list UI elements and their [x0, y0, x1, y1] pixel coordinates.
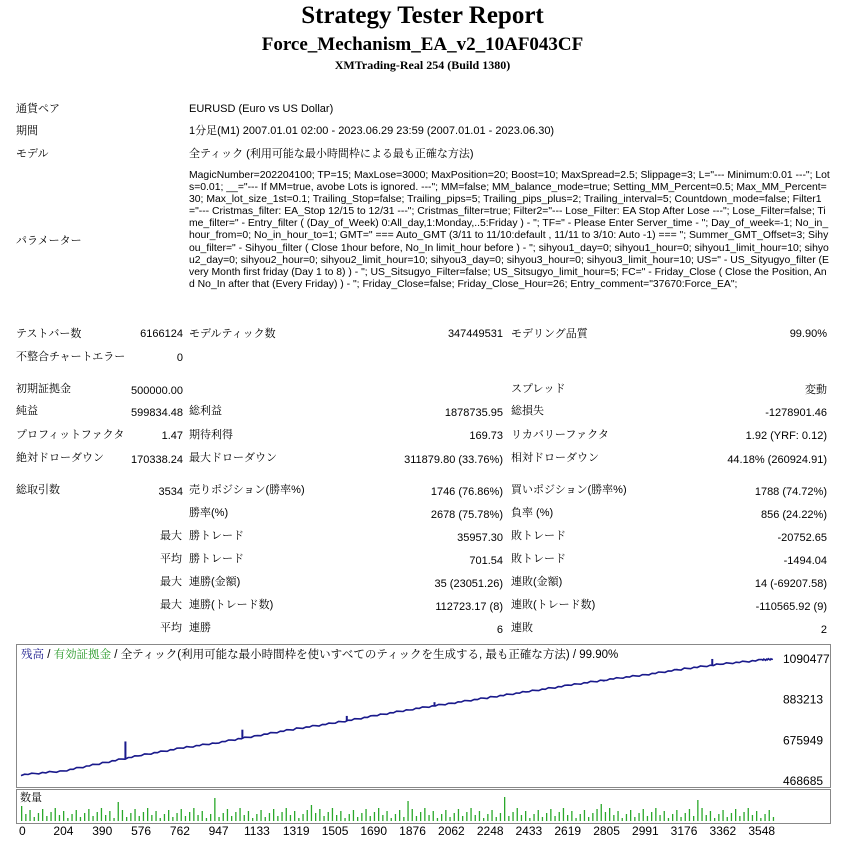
cons-win-amt-value: 35 (23051.26): [434, 578, 503, 590]
volume-bar: [59, 815, 60, 821]
volume-label: 数量: [20, 792, 42, 804]
volume-bar: [84, 813, 85, 821]
volume-bar: [756, 811, 757, 821]
volume-bar: [143, 812, 144, 821]
volume-bar: [105, 815, 106, 821]
cons-win-cnt-value: 112723.17 (8): [435, 601, 503, 613]
volume-bar: [189, 812, 190, 821]
volume-bar: [97, 812, 98, 821]
x-tick-label: 762: [169, 824, 190, 838]
volume-bar: [651, 812, 652, 821]
volume-bar: [181, 809, 182, 821]
spread-value: 変動: [805, 384, 827, 396]
volume-bar: [638, 813, 639, 821]
x-tick-label: 0: [19, 824, 26, 838]
volume-plot: [17, 790, 830, 823]
volume-bar: [319, 809, 320, 821]
largest-win-value: 35957.30: [457, 532, 503, 544]
volume-bar: [462, 816, 463, 821]
x-tick-label: 1690: [360, 824, 388, 838]
volume-bar: [722, 810, 723, 821]
reldd-label: 相対ドローダウン: [511, 452, 599, 464]
cons-loss-amt-value: 14 (-69207.58): [754, 578, 827, 590]
y-tick-label: 883213: [783, 692, 824, 707]
volume-bar: [391, 818, 392, 821]
volume-bar: [760, 818, 761, 821]
period-label: 期間: [16, 125, 38, 137]
avg-win-label: 勝トレード: [189, 553, 244, 565]
legend-balance: 残高: [21, 649, 44, 661]
trades-value: 3534: [158, 486, 183, 498]
volume-bar: [596, 809, 597, 821]
volume-bar: [748, 808, 749, 821]
volume-bar: [580, 814, 581, 821]
volume-bar: [206, 818, 207, 821]
payoff-label: 期待利得: [189, 429, 233, 441]
volume-bar: [315, 813, 316, 821]
volume-bar: [42, 809, 43, 821]
grossprofit-value: 1878735.95: [444, 407, 503, 419]
params-label: パラメーター: [16, 235, 82, 247]
pf-value: 1.47: [161, 430, 183, 442]
volume-bar: [340, 811, 341, 821]
volume-bar: [487, 814, 488, 821]
y-tick-label: 468685: [783, 774, 824, 788]
volume-bar: [407, 801, 408, 821]
volume-bar: [151, 815, 152, 821]
volume-bar: [21, 806, 22, 821]
short-value: 1746 (76.86%): [430, 486, 503, 498]
volume-bar: [542, 817, 543, 821]
volume-bar: [701, 808, 702, 821]
ticks-value: 347449531: [447, 328, 503, 340]
maxdd-value: 311879.80 (33.76%): [404, 454, 503, 466]
volume-bar: [46, 816, 47, 821]
volume-bar: [525, 811, 526, 821]
legend-sep-1: /: [44, 649, 54, 661]
volume-bar: [155, 811, 156, 821]
cons-win-cnt-label: 連勝(トレード数): [189, 599, 274, 611]
volume-bar: [34, 817, 35, 821]
volume-bar: [655, 808, 656, 821]
volume-bar: [244, 815, 245, 821]
grossprofit-label: 総利益: [189, 405, 222, 417]
x-tick-label: 947: [208, 824, 229, 838]
volume-bar: [563, 808, 564, 821]
winrate-label: 勝率(%): [189, 507, 229, 519]
volume-bar: [323, 816, 324, 821]
volume-bar: [382, 815, 383, 821]
model-label: モデル: [16, 148, 49, 160]
report-title: Strategy Tester Report: [301, 2, 544, 29]
x-tick-label: 2062: [438, 824, 465, 838]
volume-bar: [731, 813, 732, 821]
volume-bar: [164, 814, 165, 821]
volume-bar: [88, 809, 89, 821]
x-tick-label: 576: [131, 824, 152, 838]
volume-bar: [500, 813, 501, 821]
volume-bar: [353, 810, 354, 821]
max-label-2: 最大: [160, 576, 182, 588]
volume-bar: [67, 818, 68, 821]
bars-label: テストバー数: [16, 328, 82, 340]
volume-bar: [504, 797, 505, 821]
volume-bar: [92, 816, 93, 821]
volume-bar: [517, 808, 518, 821]
volume-bar: [256, 814, 257, 821]
cons-loss-amt-label: 連敗(金額): [511, 576, 563, 588]
ticks-label: モデルティック数: [189, 328, 276, 340]
balance-chart: [16, 644, 831, 788]
volume-bar: [185, 816, 186, 821]
lossrate-value: 856 (24.22%): [760, 509, 827, 521]
volume-bar: [298, 818, 299, 821]
volume-bar: [344, 818, 345, 821]
absdd-value: 170338.24: [131, 454, 183, 466]
netprofit-value: 599834.48: [131, 407, 183, 419]
y-tick-label: 1090477: [783, 651, 830, 666]
volume-bar: [470, 808, 471, 821]
volume-bar: [55, 808, 56, 821]
grossloss-value: -1278901.46: [765, 407, 827, 419]
volume-bar: [458, 809, 459, 821]
volume-bar: [676, 810, 677, 821]
avg-cons-win-label: 連勝: [189, 622, 211, 634]
params-value: MagicNumber=202204100; TP=15; MaxLose=3000; MaxPosition=20; Boost=10; MaxSpread=2.5; Slippage=3; L="--- Minimum:0.01 ---"; Lots=0.01; __="--- If MM=true, avobe Lots is ignored. ---"; MM=false; MM_balance_mode=true; Setting_MM_Percent=0.5; Max_MM_Percent=30; Max_lot_size_1st=0.1; Trailing_Stop=false; Trailing_pips=5; Trailing_pips_plus=2; Trailing_interval=5; Countdown_mode=false; Filter1="--- Cristmas_filter: EA_Stop 12/15 to 12/31 ---"; Cristmas_filter=true; Filter2="--- Lose_Filter: EA Stop After Lose ---"; Lose_Filter=false; Time_filter=" - Entry_filter ( (Day_of_Week) 0:All_day,1:Monday,..5:Friday ) - "; TF=" - Please Enter Server_time - "; Day_of_week=-1; No_in_hour_from=0; No_in_hour_to=1; GMT=" === Auto_GMT (3/11 to 11/10:default , 11/11 to 3/10: Auto -1) === "; Summer_GMT_Offset=3; Sihyou_filter=" - Sihyou_filter ( Close 1hour before, No_In limit_hour before ) - "; sihyou1_day=0; sihyou1_hour=0; sihyou1_limit_hour=10; sihyou2_day=0; sihyou2_hour=0; sihyou2_limit_hour=10; sihyou3_day=0; sihyou3_hour=0; sihyou3_limit_hour=10; US=" - US_Sityugyo_filter (Every Month first friday (Day 1 to 8) ) - "; US_Sitsugyo_Filter=false; US_Sitsugyo_limit_hour=5; FC=" - Friday_Close ( Close the Position, And No_In after that (Every Friday) ) - "; Friday_Close=false; Friday_Close_Hour=26; Entry_comment="37670:Force_EA";: [189, 170, 830, 290]
payoff-value: 169.73: [469, 430, 503, 442]
volume-bar: [428, 815, 429, 821]
legend-rest: 全ティック(利用可能な最小時間枠を使いすべてのティックを生成する, 最も正確な方法) / 99.90%: [120, 649, 619, 661]
server-name: XMTrading-Real 254 (Build 1380): [334, 58, 511, 72]
volume-bar: [584, 810, 585, 821]
volume-bar: [332, 808, 333, 821]
volume-bar: [529, 818, 530, 821]
reldd-value: 44.18% (260924.91): [727, 454, 827, 466]
avg-cons-loss-label: 連敗: [511, 622, 533, 634]
volume-bar: [349, 814, 350, 821]
volume-bar: [139, 816, 140, 821]
volume-bar: [559, 812, 560, 821]
volume-bar: [622, 818, 623, 821]
volume-bar: [575, 818, 576, 821]
volume-bar: [25, 814, 26, 821]
short-label: 売りポジション(勝率%): [189, 484, 305, 496]
volume-bar: [445, 810, 446, 821]
volume-bar: [554, 816, 555, 821]
volume-bar: [76, 810, 77, 821]
absdd-label: 絶対ドローダウン: [16, 452, 104, 464]
pf-label: プロフィットファクタ: [16, 429, 125, 441]
volume-bar: [647, 816, 648, 821]
volume-bar: [550, 809, 551, 821]
volume-bar: [412, 809, 413, 821]
symbol-label: 通貨ペア: [16, 103, 60, 115]
volume-bar: [773, 817, 774, 821]
deposit-value: 500000.00: [131, 385, 183, 397]
recovery-value: 1.92 (YRF: 0.12): [745, 430, 827, 442]
cons-win-amt-label: 連勝(金額): [189, 576, 241, 588]
volume-bar: [739, 816, 740, 821]
volume-bar: [235, 812, 236, 821]
volume-bar: [643, 809, 644, 821]
volume-bar: [273, 809, 274, 821]
volume-bar: [176, 813, 177, 821]
largest-loss-label: 敗トレード: [511, 530, 566, 542]
volume-bar: [743, 812, 744, 821]
period-value: 1分足(M1) 2007.01.01 02:00 - 2023.06.29 23:59 (2007.01.01 - 2023.06.30): [189, 125, 555, 137]
volume-bar: [101, 808, 102, 821]
volume-bar: [71, 814, 72, 821]
volume-bar: [248, 811, 249, 821]
volume-bar: [727, 817, 728, 821]
volume-bar: [147, 808, 148, 821]
volume-bar: [592, 813, 593, 821]
winrate-value: 2678 (75.78%): [430, 509, 503, 521]
volume-bar: [659, 815, 660, 821]
x-tick-label: 1505: [321, 824, 349, 838]
volume-bar: [361, 813, 362, 821]
volume-bar: [29, 810, 30, 821]
largest-loss-value: -20752.65: [777, 532, 827, 544]
volume-bar: [63, 811, 64, 821]
avg-label-2: 平均: [160, 622, 182, 634]
x-tick-label: 3176: [670, 824, 698, 838]
x-tick-label: 2248: [476, 824, 504, 838]
cons-loss-cnt-label: 連敗(トレード数): [511, 599, 596, 611]
symbol-value: EURUSD (Euro vs US Dollar): [189, 103, 334, 115]
largest-win-label: 勝トレード: [189, 530, 244, 542]
volume-bar: [764, 814, 765, 821]
volume-bar: [130, 813, 131, 821]
volume-chart: [16, 789, 831, 824]
volume-bar: [286, 808, 287, 821]
volume-bar: [512, 812, 513, 821]
volume-bar: [395, 814, 396, 821]
volume-bar: [269, 813, 270, 821]
volume-bar: [441, 814, 442, 821]
volume-bar: [769, 810, 770, 821]
x-tick-label: 2991: [632, 824, 659, 838]
quality-label: モデリング品質: [511, 328, 588, 340]
volume-bar: [328, 812, 329, 821]
netprofit-label: 純益: [16, 405, 38, 417]
volume-bar: [311, 805, 312, 821]
lossrate-label: 負率 (%): [511, 507, 554, 519]
mismatch-label: 不整合チャートエラー: [16, 351, 126, 363]
legend-equity: 有効証拠金: [53, 649, 112, 661]
volume-bar: [265, 817, 266, 821]
volume-bar: [714, 818, 715, 821]
bars-value: 6166124: [140, 328, 183, 340]
volume-bar: [693, 816, 694, 821]
grossloss-label: 総損失: [511, 405, 544, 417]
volume-bar: [281, 812, 282, 821]
volume-bar: [294, 811, 295, 821]
volume-bar: [479, 811, 480, 821]
volume-bar: [508, 816, 509, 821]
volume-bar: [449, 817, 450, 821]
avg-loss-value: -1494.04: [783, 555, 827, 567]
volume-bar: [126, 817, 127, 821]
volume-bar: [420, 812, 421, 821]
volume-bar: [672, 814, 673, 821]
x-tick-label: 1133: [244, 824, 270, 838]
volume-bar: [533, 814, 534, 821]
volume-bar: [160, 818, 161, 821]
volume-bar: [664, 811, 665, 821]
volume-bar: [109, 811, 110, 821]
volume-bar: [231, 816, 232, 821]
volume-bar: [370, 816, 371, 821]
volume-bar: [399, 810, 400, 821]
volume-bar: [122, 810, 123, 821]
volume-bar: [601, 804, 602, 821]
volume-bar: [567, 815, 568, 821]
max-label-3: 最大: [160, 599, 182, 611]
x-tick-label: 3362: [709, 824, 737, 838]
volume-bar: [475, 815, 476, 821]
volume-bar: [239, 808, 240, 821]
balance-line: [21, 659, 773, 776]
volume-bar: [214, 798, 215, 821]
x-tick-label: 1876: [399, 824, 426, 838]
volume-bar: [424, 808, 425, 821]
volume-bar: [521, 815, 522, 821]
volume-bar: [227, 809, 228, 821]
long-value: 1788 (74.72%): [754, 486, 827, 498]
volume-bar: [202, 811, 203, 821]
volume-bar: [307, 810, 308, 821]
volume-bar: [218, 817, 219, 821]
volume-bar: [172, 817, 173, 821]
volume-bar: [689, 809, 690, 821]
volume-bar: [630, 810, 631, 821]
cons-loss-cnt-value: -110565.92 (9): [755, 601, 827, 613]
volume-bar: [437, 818, 438, 821]
spread-label: スプレッド: [511, 383, 566, 395]
volume-bar: [710, 811, 711, 821]
volume-bar: [685, 813, 686, 821]
volume-bar: [50, 812, 51, 821]
volume-bar: [113, 818, 114, 821]
volume-bar: [433, 811, 434, 821]
volume-bar: [210, 814, 211, 821]
volume-bar: [605, 812, 606, 821]
x-tick-label: 204: [53, 824, 74, 838]
volume-bar: [80, 817, 81, 821]
volume-bar: [277, 816, 278, 821]
volume-bar: [365, 809, 366, 821]
volume-bar: [290, 815, 291, 821]
x-tick-label: 2619: [554, 824, 582, 838]
volume-bar: [357, 817, 358, 821]
volume-bar: [718, 814, 719, 821]
volume-bar: [168, 810, 169, 821]
x-tick-label: 2433: [515, 824, 543, 838]
volume-bar: [546, 813, 547, 821]
mismatch-value: 0: [176, 352, 183, 364]
volume-bar: [491, 810, 492, 821]
volume-bar: [374, 812, 375, 821]
volume-bar: [336, 815, 337, 821]
trades-label: 総取引数: [16, 484, 60, 496]
volume-bar: [496, 817, 497, 821]
x-tick-label: 390: [92, 824, 113, 838]
volume-bar: [613, 815, 614, 821]
volume-bar: [416, 816, 417, 821]
recovery-label: リカバリーファクタ: [511, 429, 609, 441]
x-tick-label: 3548: [748, 824, 776, 838]
volume-bar: [403, 817, 404, 821]
balance-plot: [17, 645, 830, 787]
volume-bar: [680, 817, 681, 821]
volume-bar: [193, 808, 194, 821]
x-tick-label: 1319: [282, 824, 310, 838]
volume-bar: [735, 809, 736, 821]
volume-bar: [483, 818, 484, 821]
x-tick-label: 2805: [593, 824, 620, 838]
volume-bar: [668, 818, 669, 821]
avg-loss-label: 敗トレード: [511, 553, 566, 565]
volume-bar: [197, 815, 198, 821]
volume-bar: [260, 810, 261, 821]
volume-bar: [697, 800, 698, 821]
volume-bar: [134, 809, 135, 821]
deposit-label: 初期証拠金: [16, 383, 71, 395]
volume-bar: [466, 812, 467, 821]
avg-cons-win-value: 6: [496, 624, 503, 636]
volume-bar: [223, 813, 224, 821]
volume-bar: [588, 817, 589, 821]
volume-bar: [538, 810, 539, 821]
volume-bar: [706, 815, 707, 821]
volume-bar: [752, 815, 753, 821]
volume-bar: [571, 811, 572, 821]
long-label: 買いポジション(勝率%): [511, 484, 627, 496]
volume-bar: [302, 814, 303, 821]
volume-bar: [634, 817, 635, 821]
volume-bar: [454, 813, 455, 821]
ea-name: Force_Mechanism_EA_v2_10AF043CF: [261, 34, 584, 55]
volume-bar: [617, 811, 618, 821]
volume-bar: [252, 818, 253, 821]
volume-bar: [386, 811, 387, 821]
legend-sep-2: /: [111, 649, 121, 661]
volume-bar: [38, 813, 39, 821]
volume-bar: [378, 808, 379, 821]
avg-cons-loss-value: 2: [820, 624, 827, 636]
max-label-1: 最大: [160, 530, 182, 542]
avg-label-1: 平均: [160, 553, 182, 565]
model-value: 全ティック (利用可能な最小時間枠による最も正確な方法): [189, 148, 474, 160]
volume-bar: [609, 808, 610, 821]
y-tick-label: 675949: [783, 733, 824, 748]
avg-win-value: 701.54: [469, 555, 503, 567]
volume-bar: [118, 802, 119, 821]
volume-bar: [626, 814, 627, 821]
quality-value: 99.90%: [789, 328, 827, 340]
maxdd-label: 最大ドローダウン: [189, 452, 277, 464]
